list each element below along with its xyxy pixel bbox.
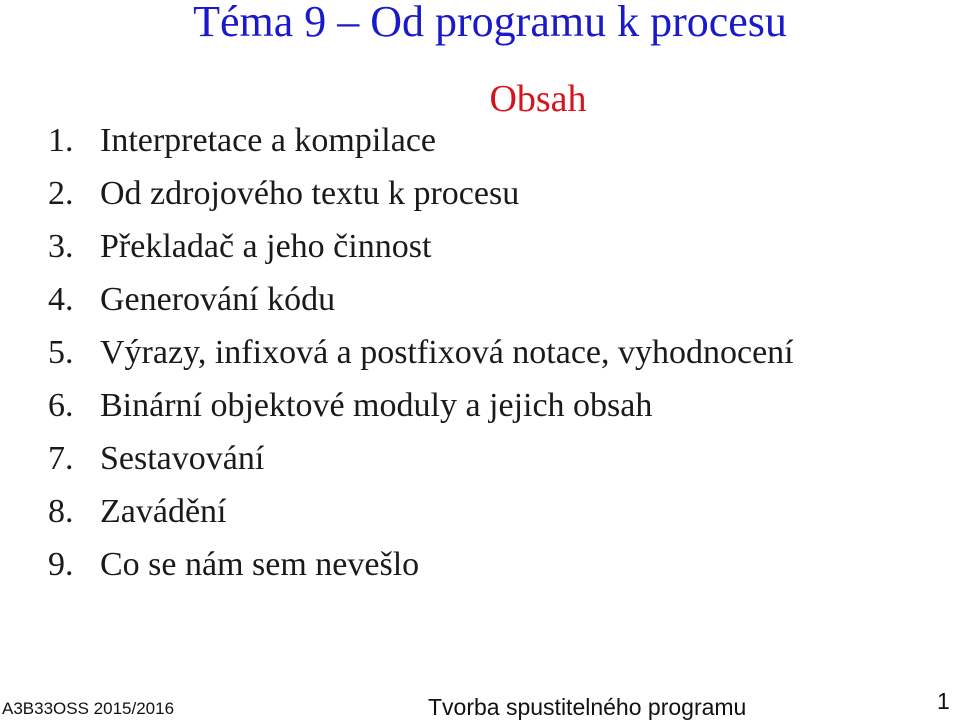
item-number: 7.	[48, 440, 74, 477]
item-number: 1.	[48, 122, 74, 159]
list-item	[48, 542, 794, 595]
list-item	[48, 224, 794, 277]
list-item	[48, 330, 794, 383]
item-text: Překladač a jeho činnost	[100, 228, 432, 265]
item-number: 8.	[48, 493, 74, 530]
item-text: Co se nám sem nevešlo	[100, 546, 420, 583]
slide-title: Téma 9 – Od programu k procesu	[193, 0, 787, 46]
item-number: 3.	[48, 228, 74, 265]
page-number: 1	[937, 688, 950, 714]
item-text: Výrazy, infixová a postfixová notace, vyhodnocení	[100, 334, 794, 371]
item-text: Generování kódu	[100, 281, 336, 318]
item-text: Od zdrojového textu k procesu	[100, 175, 520, 212]
item-number: 5.	[48, 334, 74, 371]
list-item	[48, 118, 794, 171]
item-number: 4.	[48, 281, 74, 318]
item-number: 2.	[48, 175, 74, 212]
item-number: 9.	[48, 546, 74, 583]
footer-course: A3B33OSS 2015/2016	[2, 699, 175, 718]
item-text: Sestavování	[100, 440, 265, 477]
item-number: 6.	[48, 387, 74, 424]
list-item	[48, 383, 794, 436]
list-item	[48, 489, 794, 542]
slide-subtitle: Obsah	[489, 78, 587, 120]
list-item	[48, 171, 794, 224]
footer-topic: Tvorba spustitelného programu	[428, 694, 747, 720]
item-text: Binární objektové moduly a jejich obsah	[100, 387, 653, 424]
contents-list	[48, 118, 794, 595]
list-item	[48, 436, 794, 489]
list-item	[48, 277, 794, 330]
item-text: Interpretace a kompilace	[100, 122, 437, 159]
item-text: Zavádění	[100, 493, 227, 530]
